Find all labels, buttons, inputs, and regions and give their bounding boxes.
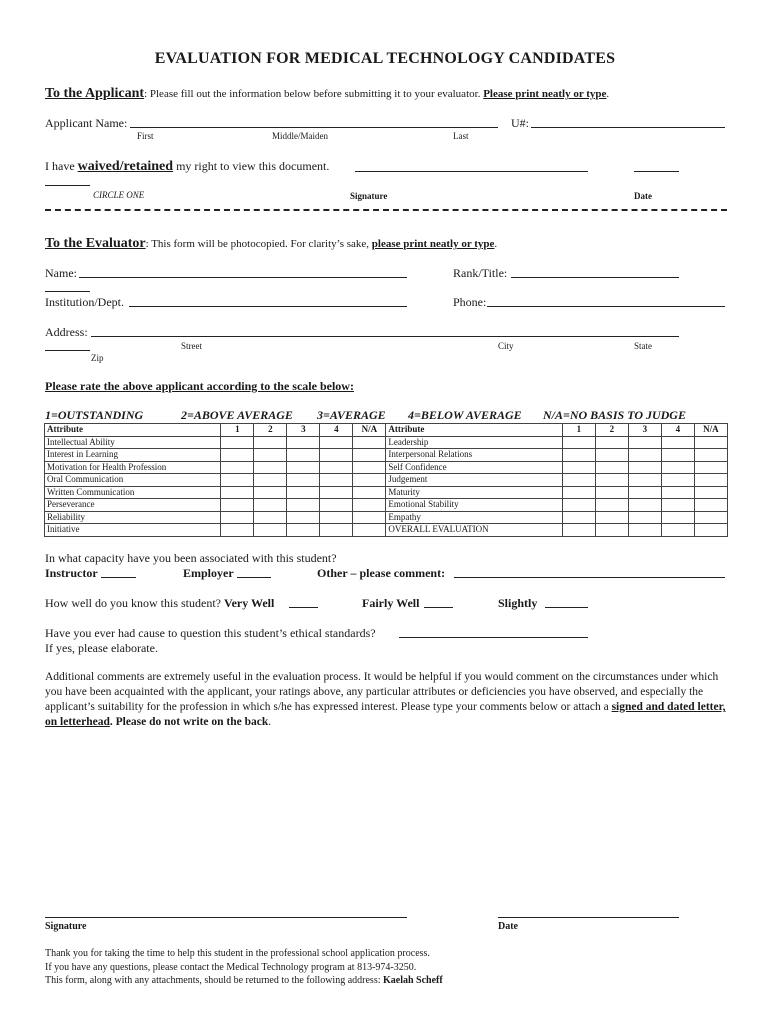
rating-cell-empathy-na[interactable] [694, 511, 727, 524]
evaluator-name-label: Name: [45, 266, 77, 280]
rating-cell-judgement-1[interactable] [562, 474, 595, 487]
attribute-label: Self Confidence [386, 461, 562, 474]
middle-caption: Middle/Maiden [272, 131, 328, 141]
rating-cell-oral-communication-1[interactable] [221, 474, 254, 487]
rating-cell-self-confidence-4[interactable] [661, 461, 694, 474]
rating-cell-intellectual-ability-3[interactable] [287, 436, 320, 449]
header-attribute-left: Attribute [45, 424, 221, 437]
attribute-label: Reliability [45, 511, 221, 524]
evaluator-instruction-emph: please print neatly or type [371, 238, 495, 250]
attribute-label: Judgement [386, 474, 562, 487]
applicant-instruction-emph: Please print neatly or type [483, 88, 607, 100]
rating-cell-reliability-4[interactable] [320, 511, 353, 524]
state-caption: State [634, 341, 652, 351]
rating-cell-emotional-stability-na[interactable] [694, 499, 727, 512]
rating-cell-perseverance-na[interactable] [353, 499, 386, 512]
rating-cell-emotional-stability-4[interactable] [661, 499, 694, 512]
rating-cell-emotional-stability-1[interactable] [562, 499, 595, 512]
ethics-field[interactable] [399, 637, 588, 638]
rating-cell-maturity-3[interactable] [628, 486, 661, 499]
applicant-name-label: Applicant Name: [45, 116, 128, 130]
rating-cell-overall-evaluation-na[interactable] [694, 524, 727, 537]
rating-cell-interpersonal-relations-na[interactable] [694, 449, 727, 462]
capacity-employer-label: Employer [183, 566, 234, 580]
attribute-label: Leadership [386, 436, 562, 449]
waiver-statement: I have waived/retained my right to view this document. [45, 159, 330, 174]
rating-cell-judgement-3[interactable] [628, 474, 661, 487]
street-caption: Street [181, 341, 202, 351]
rating-cell-self-confidence-na[interactable] [694, 461, 727, 474]
rating-cell-initiative-1[interactable] [221, 524, 254, 537]
page-title: EVALUATION FOR MEDICAL TECHNOLOGY CANDIDATES [154, 50, 616, 67]
rating-cell-interpersonal-relations-3[interactable] [628, 449, 661, 462]
attribute-label: Written Communication [45, 486, 221, 499]
first-caption: First [137, 131, 154, 141]
rating-cell-interest-in-learning-2[interactable] [254, 449, 287, 462]
applicant-instructions: To the Applicant: Please fill out the information below before submitting it to your evaluator. Please print neatly or type. [45, 86, 610, 101]
applicant-heading: To the Applicant [45, 86, 145, 101]
rating-cell-leadership-4[interactable] [661, 436, 694, 449]
rating-cell-empathy-4[interactable] [661, 511, 694, 524]
evaluator-instruction: : This form will be photocopied. For clarity’s sake, [145, 238, 372, 250]
rating-cell-overall-evaluation-2[interactable] [595, 524, 628, 537]
know-fairly-well-field[interactable] [424, 607, 453, 608]
table-row [45, 524, 728, 537]
header-2-right: 2 [595, 424, 628, 437]
table-row [45, 449, 728, 462]
rating-cell-written-communication-1[interactable] [221, 486, 254, 499]
header-4-left: 4 [320, 424, 353, 437]
rating-cell-self-confidence-2[interactable] [595, 461, 628, 474]
table-row [45, 436, 728, 449]
rating-cell-interest-in-learning-1[interactable] [221, 449, 254, 462]
evaluator-date-caption: Date [498, 921, 518, 932]
institution-field[interactable] [129, 306, 407, 307]
rating-cell-motivation-for-health-profession-na[interactable] [353, 461, 386, 474]
rating-cell-intellectual-ability-4[interactable] [320, 436, 353, 449]
rating-cell-maturity-1[interactable] [562, 486, 595, 499]
rating-cell-perseverance-4[interactable] [320, 499, 353, 512]
rating-cell-initiative-4[interactable] [320, 524, 353, 537]
rating-cell-perseverance-2[interactable] [254, 499, 287, 512]
phone-label: Phone: [453, 295, 487, 309]
rating-cell-intellectual-ability-1[interactable] [221, 436, 254, 449]
header-1-right: 1 [562, 424, 595, 437]
circle-one-caption: CIRCLE ONE [93, 190, 145, 200]
rating-cell-leadership-3[interactable] [628, 436, 661, 449]
attribute-label: Interest in Learning [45, 449, 221, 462]
table-row [45, 499, 728, 512]
cut-line-divider [45, 209, 727, 215]
rating-cell-interpersonal-relations-1[interactable] [562, 449, 595, 462]
header-attribute-right: Attribute [386, 424, 562, 437]
zip-line[interactable] [45, 350, 90, 351]
address-field[interactable] [91, 336, 679, 337]
waived-retained-choice[interactable]: waived/retained [77, 159, 174, 174]
header-2-left: 2 [254, 424, 287, 437]
footer-contact-info: If you have any questions, please contact the Medical Technology program at 813-974-3250. [45, 962, 417, 973]
attribute-label: Perseverance [45, 499, 221, 512]
know-slightly-label: Slightly [498, 596, 538, 610]
capacity-question: In what capacity have you been associated with this student? [45, 551, 337, 565]
address-label: Address: [45, 325, 88, 339]
know-fairly-well-label: Fairly Well [362, 596, 420, 610]
rating-cell-interest-in-learning-4[interactable] [320, 449, 353, 462]
evaluator-instructions: To the Evaluator: This form will be photocopied. For clarity’s sake, please print neatly or type. [45, 236, 498, 251]
table-row [45, 486, 728, 499]
attribute-label: Oral Communication [45, 474, 221, 487]
header-3-left: 3 [287, 424, 320, 437]
rating-cell-judgement-na[interactable] [694, 474, 727, 487]
applicant-date-field[interactable] [634, 171, 679, 172]
rating-cell-reliability-3[interactable] [287, 511, 320, 524]
applicant-signature-caption: Signature [350, 191, 388, 201]
capacity-employer-field[interactable] [237, 577, 271, 578]
ethics-question: Have you ever had cause to question this student’s ethical standards? [45, 626, 376, 640]
rating-cell-maturity-na[interactable] [694, 486, 727, 499]
rating-cell-written-communication-4[interactable] [320, 486, 353, 499]
rating-cell-judgement-2[interactable] [595, 474, 628, 487]
applicant-date-caption: Date [634, 191, 652, 201]
rating-cell-oral-communication-3[interactable] [287, 474, 320, 487]
name-extra-line [45, 291, 90, 292]
rating-table [44, 423, 728, 537]
capacity-other-field[interactable] [454, 577, 725, 578]
rating-cell-intellectual-ability-na[interactable] [353, 436, 386, 449]
last-caption: Last [453, 131, 469, 141]
rating-cell-leadership-1[interactable] [562, 436, 595, 449]
scale-below-average: 4=BELOW AVERAGE [408, 408, 522, 422]
evaluator-signature-field[interactable] [45, 917, 407, 918]
rating-cell-emotional-stability-3[interactable] [628, 499, 661, 512]
comments-area[interactable] [45, 735, 725, 905]
rating-cell-perseverance-1[interactable] [221, 499, 254, 512]
rating-cell-oral-communication-4[interactable] [320, 474, 353, 487]
rating-cell-motivation-for-health-profession-3[interactable] [287, 461, 320, 474]
attribute-label: Maturity [386, 486, 562, 499]
scale-outstanding: 1=OUTSTANDING [45, 408, 144, 422]
capacity-other-label: Other – please comment: [317, 566, 446, 580]
applicant-extra-line [45, 185, 90, 186]
scale-above-average: 2=ABOVE AVERAGE [181, 408, 293, 422]
attribute-label: OVERALL EVALUATION [386, 524, 562, 537]
rating-cell-interest-in-learning-na[interactable] [353, 449, 386, 462]
evaluator-heading: To the Evaluator [45, 236, 146, 251]
rating-cell-overall-evaluation-4[interactable] [661, 524, 694, 537]
applicant-instruction: : Please fill out the information below before submitting it to your evaluator. [144, 88, 484, 100]
rating-cell-motivation-for-health-profession-4[interactable] [320, 461, 353, 474]
zip-caption: Zip [91, 353, 104, 363]
phone-field[interactable] [487, 306, 725, 307]
know-very-well-field[interactable] [289, 607, 318, 608]
capacity-instructor-field[interactable] [101, 577, 136, 578]
rating-cell-overall-evaluation-1[interactable] [562, 524, 595, 537]
rating-cell-interpersonal-relations-2[interactable] [595, 449, 628, 462]
applicant-name-field[interactable] [130, 127, 498, 128]
rating-cell-initiative-2[interactable] [254, 524, 287, 537]
institution-label: Institution/Dept. [45, 295, 124, 309]
rating-cell-initiative-na[interactable] [353, 524, 386, 537]
rating-cell-self-confidence-1[interactable] [562, 461, 595, 474]
rating-cell-motivation-for-health-profession-2[interactable] [254, 461, 287, 474]
rating-cell-perseverance-3[interactable] [287, 499, 320, 512]
attribute-label: Intellectual Ability [45, 436, 221, 449]
rating-cell-reliability-2[interactable] [254, 511, 287, 524]
rating-cell-intellectual-ability-2[interactable] [254, 436, 287, 449]
rating-cell-leadership-na[interactable] [694, 436, 727, 449]
table-row [45, 461, 728, 474]
city-caption: City [498, 341, 514, 351]
scale-average: 3=AVERAGE [317, 408, 386, 422]
rating-cell-initiative-3[interactable] [287, 524, 320, 537]
footer-contact-name: Kaelah Scheff [382, 975, 443, 986]
rating-cell-emotional-stability-2[interactable] [595, 499, 628, 512]
rating-cell-motivation-for-health-profession-1[interactable] [221, 461, 254, 474]
header-3-right: 3 [628, 424, 661, 437]
u-number-label: U#: [511, 116, 529, 130]
rating-cell-empathy-2[interactable] [595, 511, 628, 524]
attribute-label: Emotional Stability [386, 499, 562, 512]
scale-not-applicable: N/A=NO BASIS TO JUDGE [543, 408, 686, 422]
rating-cell-oral-communication-na[interactable] [353, 474, 386, 487]
header-na-left: N/A [353, 424, 386, 437]
comments-instructions: Additional comments are extremely useful in the evaluation process. It would be helpful if you would comment on the circumstances under which you have been acquainted with the applicant, your ratings above, any particular attributes or deficiencies you have observed, and especially the applicant’s suitability for the profession in which s/he has expressed interest. Please type your comments below or attach a signed and dated letter, on letterhead. Please do not write on the back. [45, 671, 726, 728]
rating-cell-leadership-2[interactable] [595, 436, 628, 449]
attribute-label: Empathy [386, 511, 562, 524]
evaluator-name-field[interactable] [79, 277, 407, 278]
rank-title-field[interactable] [511, 277, 679, 278]
u-number-field[interactable] [531, 127, 725, 128]
table-row [45, 474, 728, 487]
rating-cell-maturity-2[interactable] [595, 486, 628, 499]
ethics-elaborate: If yes, please elaborate. [45, 641, 158, 655]
rating-cell-interest-in-learning-3[interactable] [287, 449, 320, 462]
rating-cell-judgement-4[interactable] [661, 474, 694, 487]
rating-cell-interpersonal-relations-4[interactable] [661, 449, 694, 462]
footer-return-address: This form, along with any attachments, should be returned to the following address: Kaelah Scheff [45, 975, 443, 986]
rating-cell-reliability-1[interactable] [221, 511, 254, 524]
rating-header-row [45, 424, 728, 437]
rating-cell-reliability-na[interactable] [353, 511, 386, 524]
letterhead-emph: signed and dated letter, on letterhead [45, 701, 726, 728]
rank-title-label: Rank/Title: [453, 266, 508, 280]
rating-cell-overall-evaluation-3[interactable] [628, 524, 661, 537]
rating-cell-written-communication-2[interactable] [254, 486, 287, 499]
table-row [45, 511, 728, 524]
rating-cell-maturity-4[interactable] [661, 486, 694, 499]
header-4-right: 4 [661, 424, 694, 437]
rating-cell-written-communication-na[interactable] [353, 486, 386, 499]
applicant-signature-field[interactable] [355, 171, 588, 172]
rating-cell-oral-communication-2[interactable] [254, 474, 287, 487]
know-very-well-label: Very Well [224, 596, 275, 610]
attribute-label: Motivation for Health Profession [45, 461, 221, 474]
rating-cell-empathy-1[interactable] [562, 511, 595, 524]
attribute-label: Initiative [45, 524, 221, 537]
footer-thanks: Thank you for taking the time to help this student in the professional school application process. [45, 948, 430, 959]
evaluator-date-field[interactable] [498, 917, 679, 918]
header-1-left: 1 [221, 424, 254, 437]
know-slightly-field[interactable] [545, 607, 588, 608]
evaluator-signature-caption: Signature [45, 921, 87, 932]
rating-prompt: Please rate the above applicant according to the scale below: [45, 379, 354, 393]
header-na-right: N/A [694, 424, 727, 437]
attribute-label: Interpersonal Relations [386, 449, 562, 462]
rating-cell-self-confidence-3[interactable] [628, 461, 661, 474]
rating-cell-empathy-3[interactable] [628, 511, 661, 524]
capacity-instructor-label: Instructor [45, 566, 98, 580]
know-question: How well do you know this student? Very Well [45, 596, 275, 610]
rating-cell-written-communication-3[interactable] [287, 486, 320, 499]
